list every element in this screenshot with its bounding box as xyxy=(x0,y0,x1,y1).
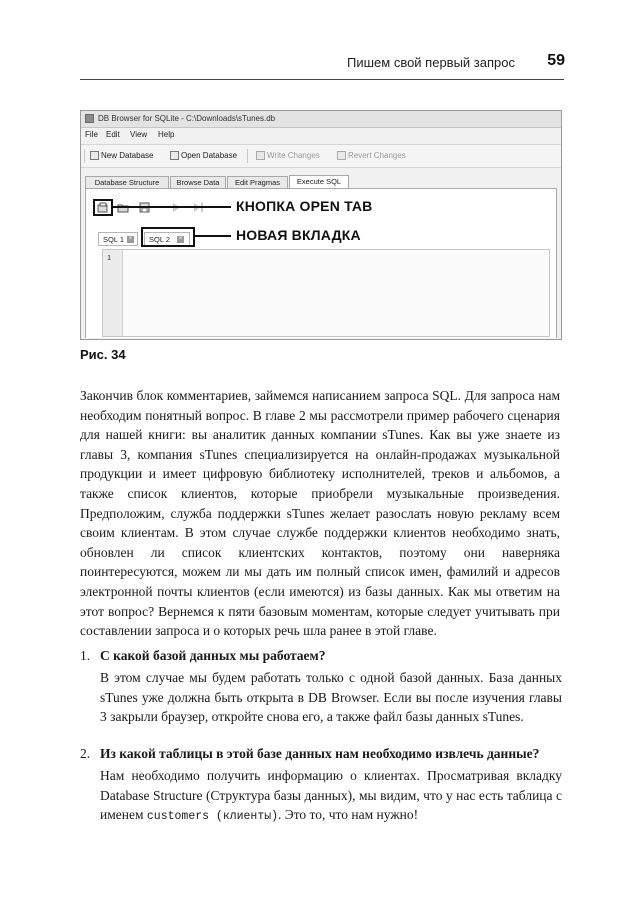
app-icon xyxy=(85,114,94,123)
tab-browse-data[interactable]: Browse Data xyxy=(170,176,226,188)
open-database-icon xyxy=(170,151,179,160)
callout-line-open-tab xyxy=(113,206,231,208)
callout-open-tab: КНОПКА OPEN TAB xyxy=(236,198,373,214)
sql-tab-1-label: SQL 1 xyxy=(103,235,124,244)
list-item-number: 1. xyxy=(80,648,91,663)
table-name-code: customers (клиенты) xyxy=(146,810,279,824)
toolbar-separator xyxy=(84,149,85,163)
open-database-button[interactable] xyxy=(170,151,237,160)
callout-new-tab: НОВАЯ ВКЛАДКА xyxy=(236,227,361,243)
running-header-title: Пишем свой первый запрос xyxy=(347,55,515,70)
list-item-number: 2. xyxy=(80,746,91,761)
line-number-gutter xyxy=(103,250,123,336)
open-tab-highlight xyxy=(93,199,113,216)
sql-tab-1[interactable] xyxy=(98,232,138,246)
main-tabs xyxy=(81,175,561,189)
revert-changes-button[interactable] xyxy=(337,151,406,160)
sql-editor[interactable] xyxy=(102,249,550,337)
sql-tab-2-label: SQL 2 xyxy=(149,235,170,244)
window-titlebar xyxy=(81,111,561,128)
new-database-label: New Database xyxy=(101,151,154,160)
list-item-answer xyxy=(100,766,562,827)
body-paragraph: Закончив блок комментариев, займемся написанием запроса SQL. Для запроса нам необходим понятный вопрос. В главе 2 мы рассмотрели пример рабочего сценария для нашей книги: вы аналитик данных компании sTunes. Как вы уже знаете из главы 3, компания sTunes специализируется на онлайн-продажах музыкальной продукции и имеет цифровую библиотеку исполнителей, треков и альбомов, а также список клиентов, которые приобрели музыкальные произведения. Предположим, служба поддержки sTunes желает разослать новую рекламу всем своим клиентам. В этом случае службе поддержки клиентов необходимо знать, обновлен ли список клиентских контактов, поэтому они наверняка поинтересуются, можем ли мы дать им полный список имен, фамилий и адресов электронной почты клиентов (если имеются) из базы данных. Как мы ответим на этот вопрос? Вернемся к пяти базовым моментам, которые следует учитывать при составлении запроса и о которых речь шла ранее в этой главе. xyxy=(80,388,560,639)
callout-line-new-tab xyxy=(195,235,231,237)
line-number: 1 xyxy=(107,253,112,262)
main-toolbar xyxy=(81,144,561,168)
menubar xyxy=(81,128,561,142)
list-item-question: С какой базой данных мы работаем? xyxy=(100,648,326,663)
menu-view[interactable]: View xyxy=(130,130,148,139)
header-rule xyxy=(80,79,564,80)
write-changes-icon xyxy=(256,151,265,160)
tab-database-structure[interactable]: Database Structure xyxy=(85,176,169,188)
execute-sql-panel xyxy=(85,188,557,338)
menu-file[interactable]: File xyxy=(85,130,98,139)
revert-changes-label: Revert Changes xyxy=(348,151,406,160)
list-item-question: Из какой таблицы в этой базе данных нам необходимо извлечь данные? xyxy=(100,746,540,761)
new-tab-highlight xyxy=(141,227,195,247)
menu-edit[interactable]: Edit xyxy=(106,130,120,139)
tab-execute-sql[interactable]: Execute SQL xyxy=(289,175,349,189)
tab-edit-pragmas[interactable]: Edit Pragmas xyxy=(227,176,288,188)
list-item-answer: В этом случае мы будем работать только с одной базой данных. База данных sTunes уже должна быть открыта в DB Browser. Если вы после изучения главы 3 закрыли браузер, откройте снова его, а также файл базы данных sTunes. xyxy=(100,670,562,725)
write-changes-button[interactable] xyxy=(256,151,320,160)
close-icon[interactable]: × xyxy=(178,236,183,242)
new-database-icon xyxy=(90,151,99,160)
close-icon[interactable]: × xyxy=(128,236,133,242)
toolbar-separator xyxy=(247,149,248,163)
window-title: DB Browser for SQLite - C:\Downloads\sTunes.db xyxy=(98,114,276,123)
menu-help[interactable]: Help xyxy=(158,130,175,139)
answer-text-end: . Это то, что нам нужно! xyxy=(278,807,419,823)
answer-text: Нам необходимо получить информацию о клиентах. Просматривая вкладку Database Structure (Структура базы данных), мы видим, что у нас есть таблица с именем xyxy=(100,768,562,823)
figure-screenshot xyxy=(80,110,562,340)
open-database-label: Open Database xyxy=(181,151,238,160)
page-number: 59 xyxy=(547,52,565,69)
new-database-button[interactable] xyxy=(90,151,153,160)
figure-caption: Рис. 34 xyxy=(80,347,126,362)
write-changes-label: Write Changes xyxy=(267,151,320,160)
revert-changes-icon xyxy=(337,151,346,160)
